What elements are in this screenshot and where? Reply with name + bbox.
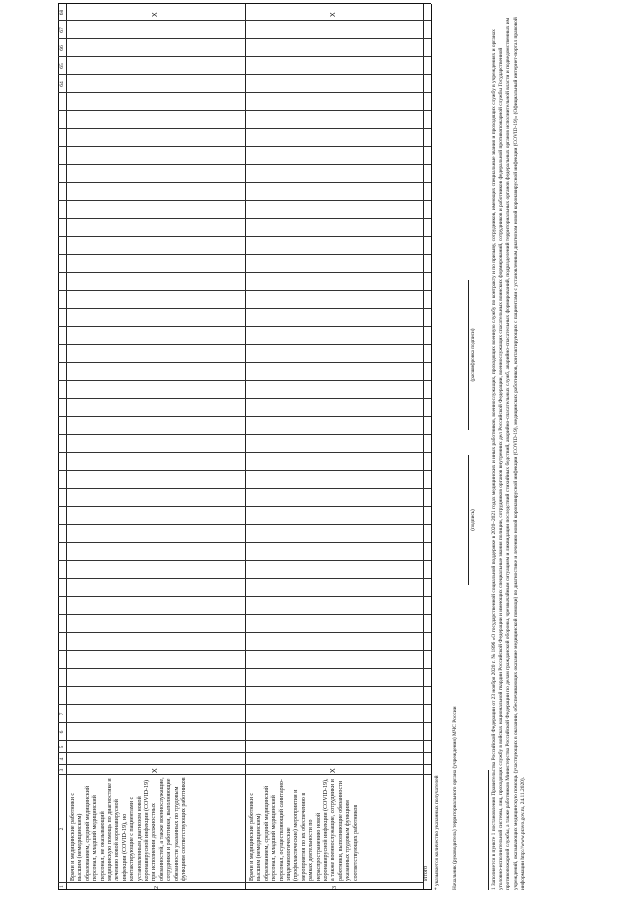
signature-caption: (подпись) [470,509,476,531]
col-line [58,308,431,309]
col-line [58,380,431,381]
signature-title: Начальник (руководитель) территориального органа (учреждения) МЧС России [452,706,458,890]
col-line [58,686,431,687]
row-2-mark-col3: X [152,768,159,773]
col-line [58,38,431,39]
table-right-border [58,3,431,4]
col-line [58,722,431,723]
col-line [58,704,431,705]
col-line [58,56,431,57]
col-line [58,326,431,327]
row-3-description: Врачи и медицинские работники с высшим (немедицинским) образованием, средний медицинский персонал, младший медицинский персонал, осуществляющий санитарно-эпидемиологические (профилактические) мероприятия и мероприятия по их обеспечению в рамках деятельности по нераспространению новой коронавирусной инфекции (COVID-19), а также военнослужащие, сотрудники и работники, выполняющие обязанности указанных трудовым функциям соответствующих работников [249,778,359,881]
col-header-68: 68 [59,9,65,16]
row-3-number: 3 [332,886,338,889]
col-header-7: 7 [59,712,65,716]
decode-caption: (расшифровка подписи) [470,328,476,382]
col-line [58,344,431,345]
col-header-66: 66 [59,45,65,51]
table-note: * указывается количество указанных получателей [434,775,440,890]
col-line [58,470,431,471]
col-line [58,752,431,753]
col-line [58,290,431,291]
col-line [58,452,431,453]
col-line [58,542,431,543]
footnote-text: 1 Заполняется в пункте 1 постановления Правительства Российской Федерации от 23 ноября 2020 г. № 1896 «О государственной социальной поддержке в 2020–2021 годах медицинских и иных работников, военнослужащих, проходящих военную службу по контракту и по призыву, сотрудников, имеющих специальные звания и проходящих службу в учреждениях и органах уголовно-исполнительной системы, лиц, проходящих службу в войсках национальной гвардии Российской Федерации и имеющих специальные звания полиции, сотрудников органов внутренних дел Российской Федерации, военнослужащих спасательных воинских формирований, сотрудников и работников федеральной противопожарной службы Государственной противопожарной службы, а также работников Министерства Российской Федерации по делам гражданской обороны, чрезвычайным ситуациям и ликвидации последствий стихийных бедствий, аварийно-спасательных служб, аварийно-спасательных формирований, подразделений территориальных органов федеральных органов исполнительной власти и подведомственных им учреждений, оказывающих медицинскую помощь (участвующих в оказании, обеспечивающих оказание медицинской помощи) по диагностике и лечению новой коронавирусной инфекции (COVID-19), медицинских работников, контактирующих с пациентами с установленным диагнозом новой коронавирусной инфекции (COVID-19)» (Официальный интернет-портал правовой информации http://www.pravo.gov.ru, 24.11.2020). [491,17,526,890]
col-line [58,764,431,765]
col-header-6: 6 [59,730,65,734]
row-2-bottom-line [245,4,246,890]
col-line [58,146,431,147]
col-header-65: 65 [59,63,65,69]
col-line [58,236,431,237]
col-line [58,524,431,525]
row-2-number: 2 [154,886,160,889]
col-line [58,506,431,507]
col-header-5: 5 [59,745,65,749]
row-2-description: Врачи и медицинские работники с высшим (немедицинским) образованием, средний медицинский персонал, младший медицинский персонал, не оказывающий медицинскую помощь по диагностике и лечению новой коронавирусной инфекции (COVID-19), но контактирующие с пациентами с установленным диагнозом новой коронавирусной инфекции (COVID-19) при исполнении должностных обязанностей, а также военнослужащие, сотрудники и работники, выполняющие обязанности указанных по трудовым функциям соответствующих работников [70,777,188,881]
col-line [58,578,431,579]
col-line [58,668,431,669]
col-header-67: 67 [59,27,65,33]
col-line [58,650,431,651]
col-line [58,740,431,741]
total-row-label: Итого [423,865,429,881]
row-2-mark-col68: X [152,12,159,17]
table-bottom-border [431,4,432,890]
col-line [58,254,431,255]
col-line [58,74,431,75]
col-line [58,110,431,111]
col-line [58,164,431,165]
row-3-mark-col3: X [330,768,337,773]
header-number-row-line [66,4,67,890]
footnote-separator [488,770,489,890]
col-line [58,434,431,435]
col-header-3: 3 [59,768,65,772]
col-header-2: 2 [59,827,65,831]
row-3-mark-col68: X [330,12,337,17]
col-1-line [58,882,423,883]
col-line [58,218,431,219]
col-header-1: 1 [59,885,65,888]
col-line [58,596,431,597]
decode-line [468,280,469,430]
col-line [58,362,431,363]
row-3-bottom-line [423,4,424,890]
col-2-line [58,774,431,775]
col-line [58,200,431,201]
col-line [58,92,431,93]
col-line [58,632,431,633]
col-header-64: 64 [59,81,65,87]
col-line [58,272,431,273]
col-line [58,128,431,129]
signature-line [468,455,469,585]
col-header-4: 4 [59,757,65,761]
col-line [58,614,431,615]
col-line [58,488,431,489]
col-line [58,560,431,561]
col-line [58,416,431,417]
col-line [58,398,431,399]
col-line [58,20,431,21]
table-left-border [58,889,431,890]
col-line [58,182,431,183]
